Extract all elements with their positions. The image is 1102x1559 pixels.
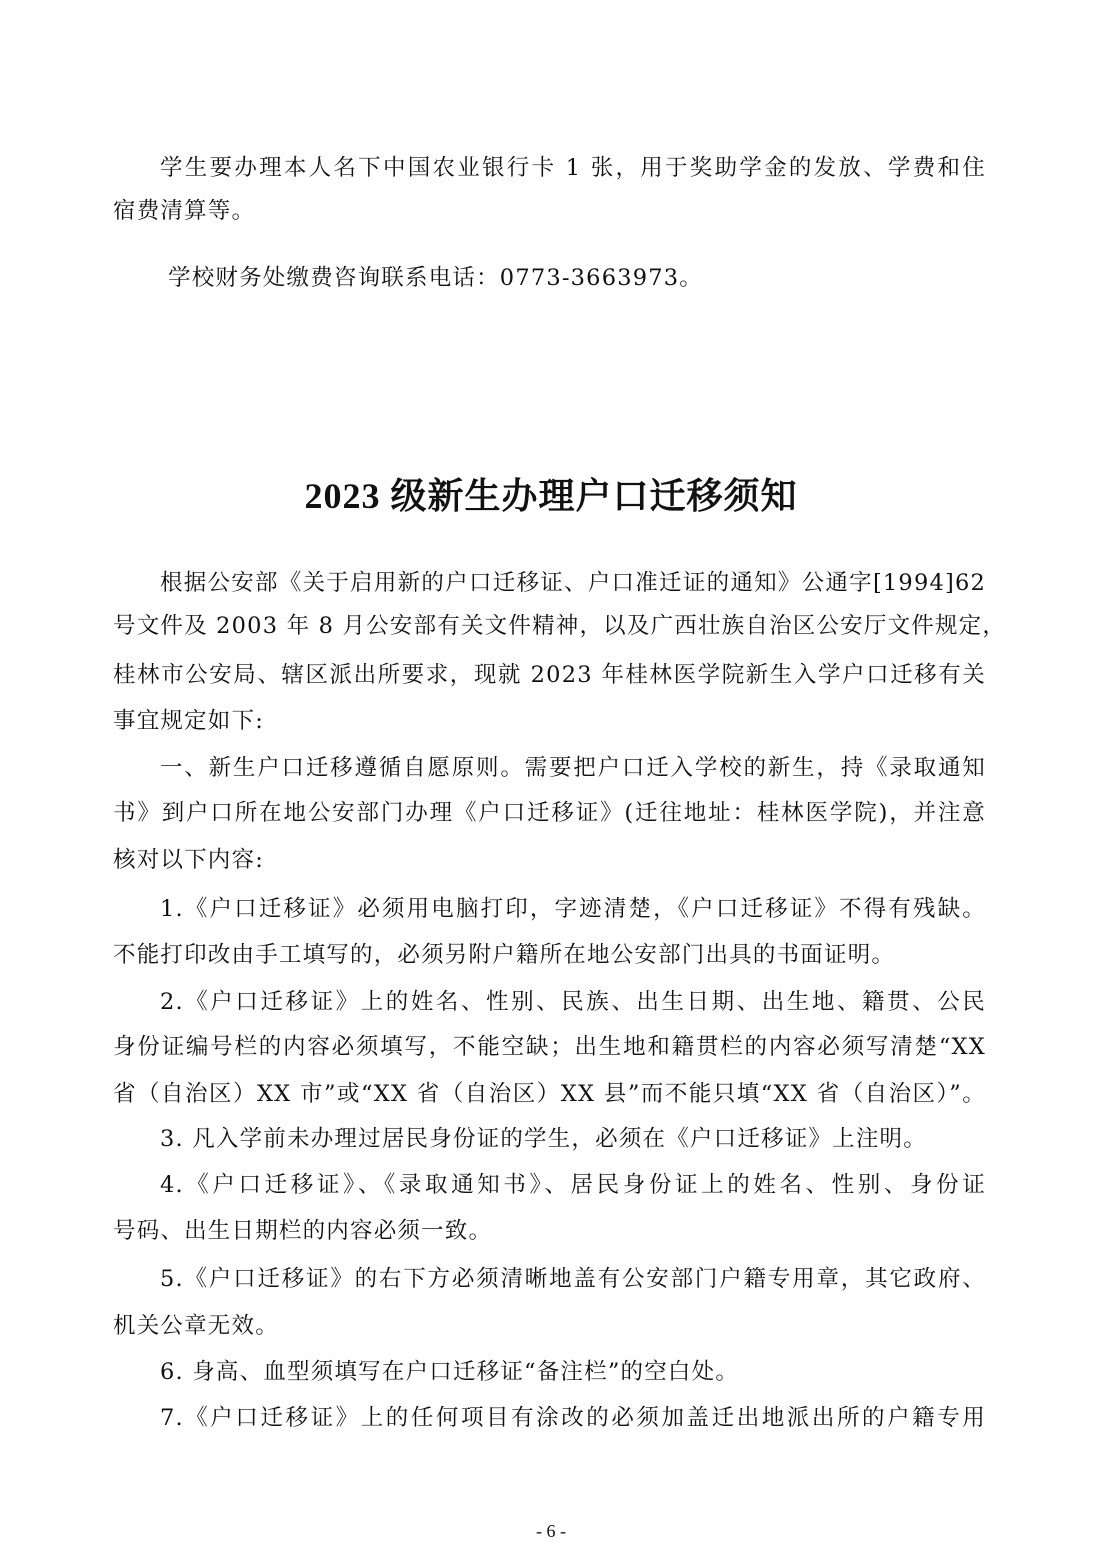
paragraph-line: 省（自治区）XX 市”或“XX 省（自治区）XX 县”而不能只填“XX 省（自治区）”。 <box>113 1081 986 1107</box>
list-item: 4.《户口迁移证》、《录取通知书》、居民身份证上的姓名、性别、身份证 <box>160 1172 986 1198</box>
list-item: 6. 身高、血型须填写在户口迁移证“备注栏”的空白处。 <box>160 1359 740 1385</box>
paragraph-line: 号文件及 2003 年 8 月公安部有关文件精神，以及广西壮族自治区公安厅文件规定， <box>113 613 1007 639</box>
list-item: 1.《户口迁移证》必须用电脑打印，字迹清楚，《户口迁移证》不得有残缺。 <box>160 896 986 922</box>
paragraph-line: 身份证编号栏的内容必须填写，不能空缺；出生地和籍贯栏的内容必须写清楚“XX <box>113 1034 986 1060</box>
list-item: 7.《户口迁移证》上的任何项目有涂改的必须加盖迁出地派出所的户籍专用 <box>160 1405 986 1431</box>
list-item: 5.《户口迁移证》的右下方必须清晰地盖有公安部门户籍专用章，其它政府、 <box>160 1266 986 1292</box>
paragraph-line: 事宜规定如下: <box>113 708 264 734</box>
paragraph-line: 根据公安部《关于启用新的户口迁移证、户口准迁证的通知》公通字[1994]62 <box>160 570 986 596</box>
paragraph-line: 机关公章无效。 <box>113 1313 279 1339</box>
paragraph-line: 不能打印改由手工填写的，必须另附户籍所在地公安部门出具的书面证明。 <box>113 942 896 968</box>
paragraph-line: 桂林市公安局、辖区派出所要求，现就 2023 年桂林医学院新生入学户口迁移有关 <box>113 662 986 688</box>
list-item: 2.《户口迁移证》上的姓名、性别、民族、出生日期、出生地、籍贯、公民 <box>160 989 986 1015</box>
paragraph-line: 书》到户口所在地公安部门办理《户口迁移证》(迁往地址：桂林医学院)，并注意 <box>113 800 986 826</box>
page-number: - 6 - <box>536 1521 566 1541</box>
paragraph-line: 一、新生户口迁移遵循自愿原则。需要把户口迁入学校的新生，持《录取通知 <box>160 755 986 781</box>
page-title: 2023 级新生办理户口迁移须知 <box>304 476 798 516</box>
paragraph-line: 号码、出生日期栏的内容必须一致。 <box>113 1218 493 1244</box>
contact-phone-line: 学校财务处缴费咨询联系电话：0773-3663973。 <box>168 265 703 291</box>
paragraph-line: 核对以下内容: <box>113 847 264 873</box>
paragraph-line: 学生要办理本人名下中国农业银行卡 1 张，用于奖助学金的发放、学费和住 <box>160 155 986 181</box>
list-item: 3. 凡入学前未办理过居民身份证的学生，必须在《户口迁移证》上注明。 <box>160 1126 927 1152</box>
paragraph-line: 宿费清算等。 <box>113 198 256 224</box>
